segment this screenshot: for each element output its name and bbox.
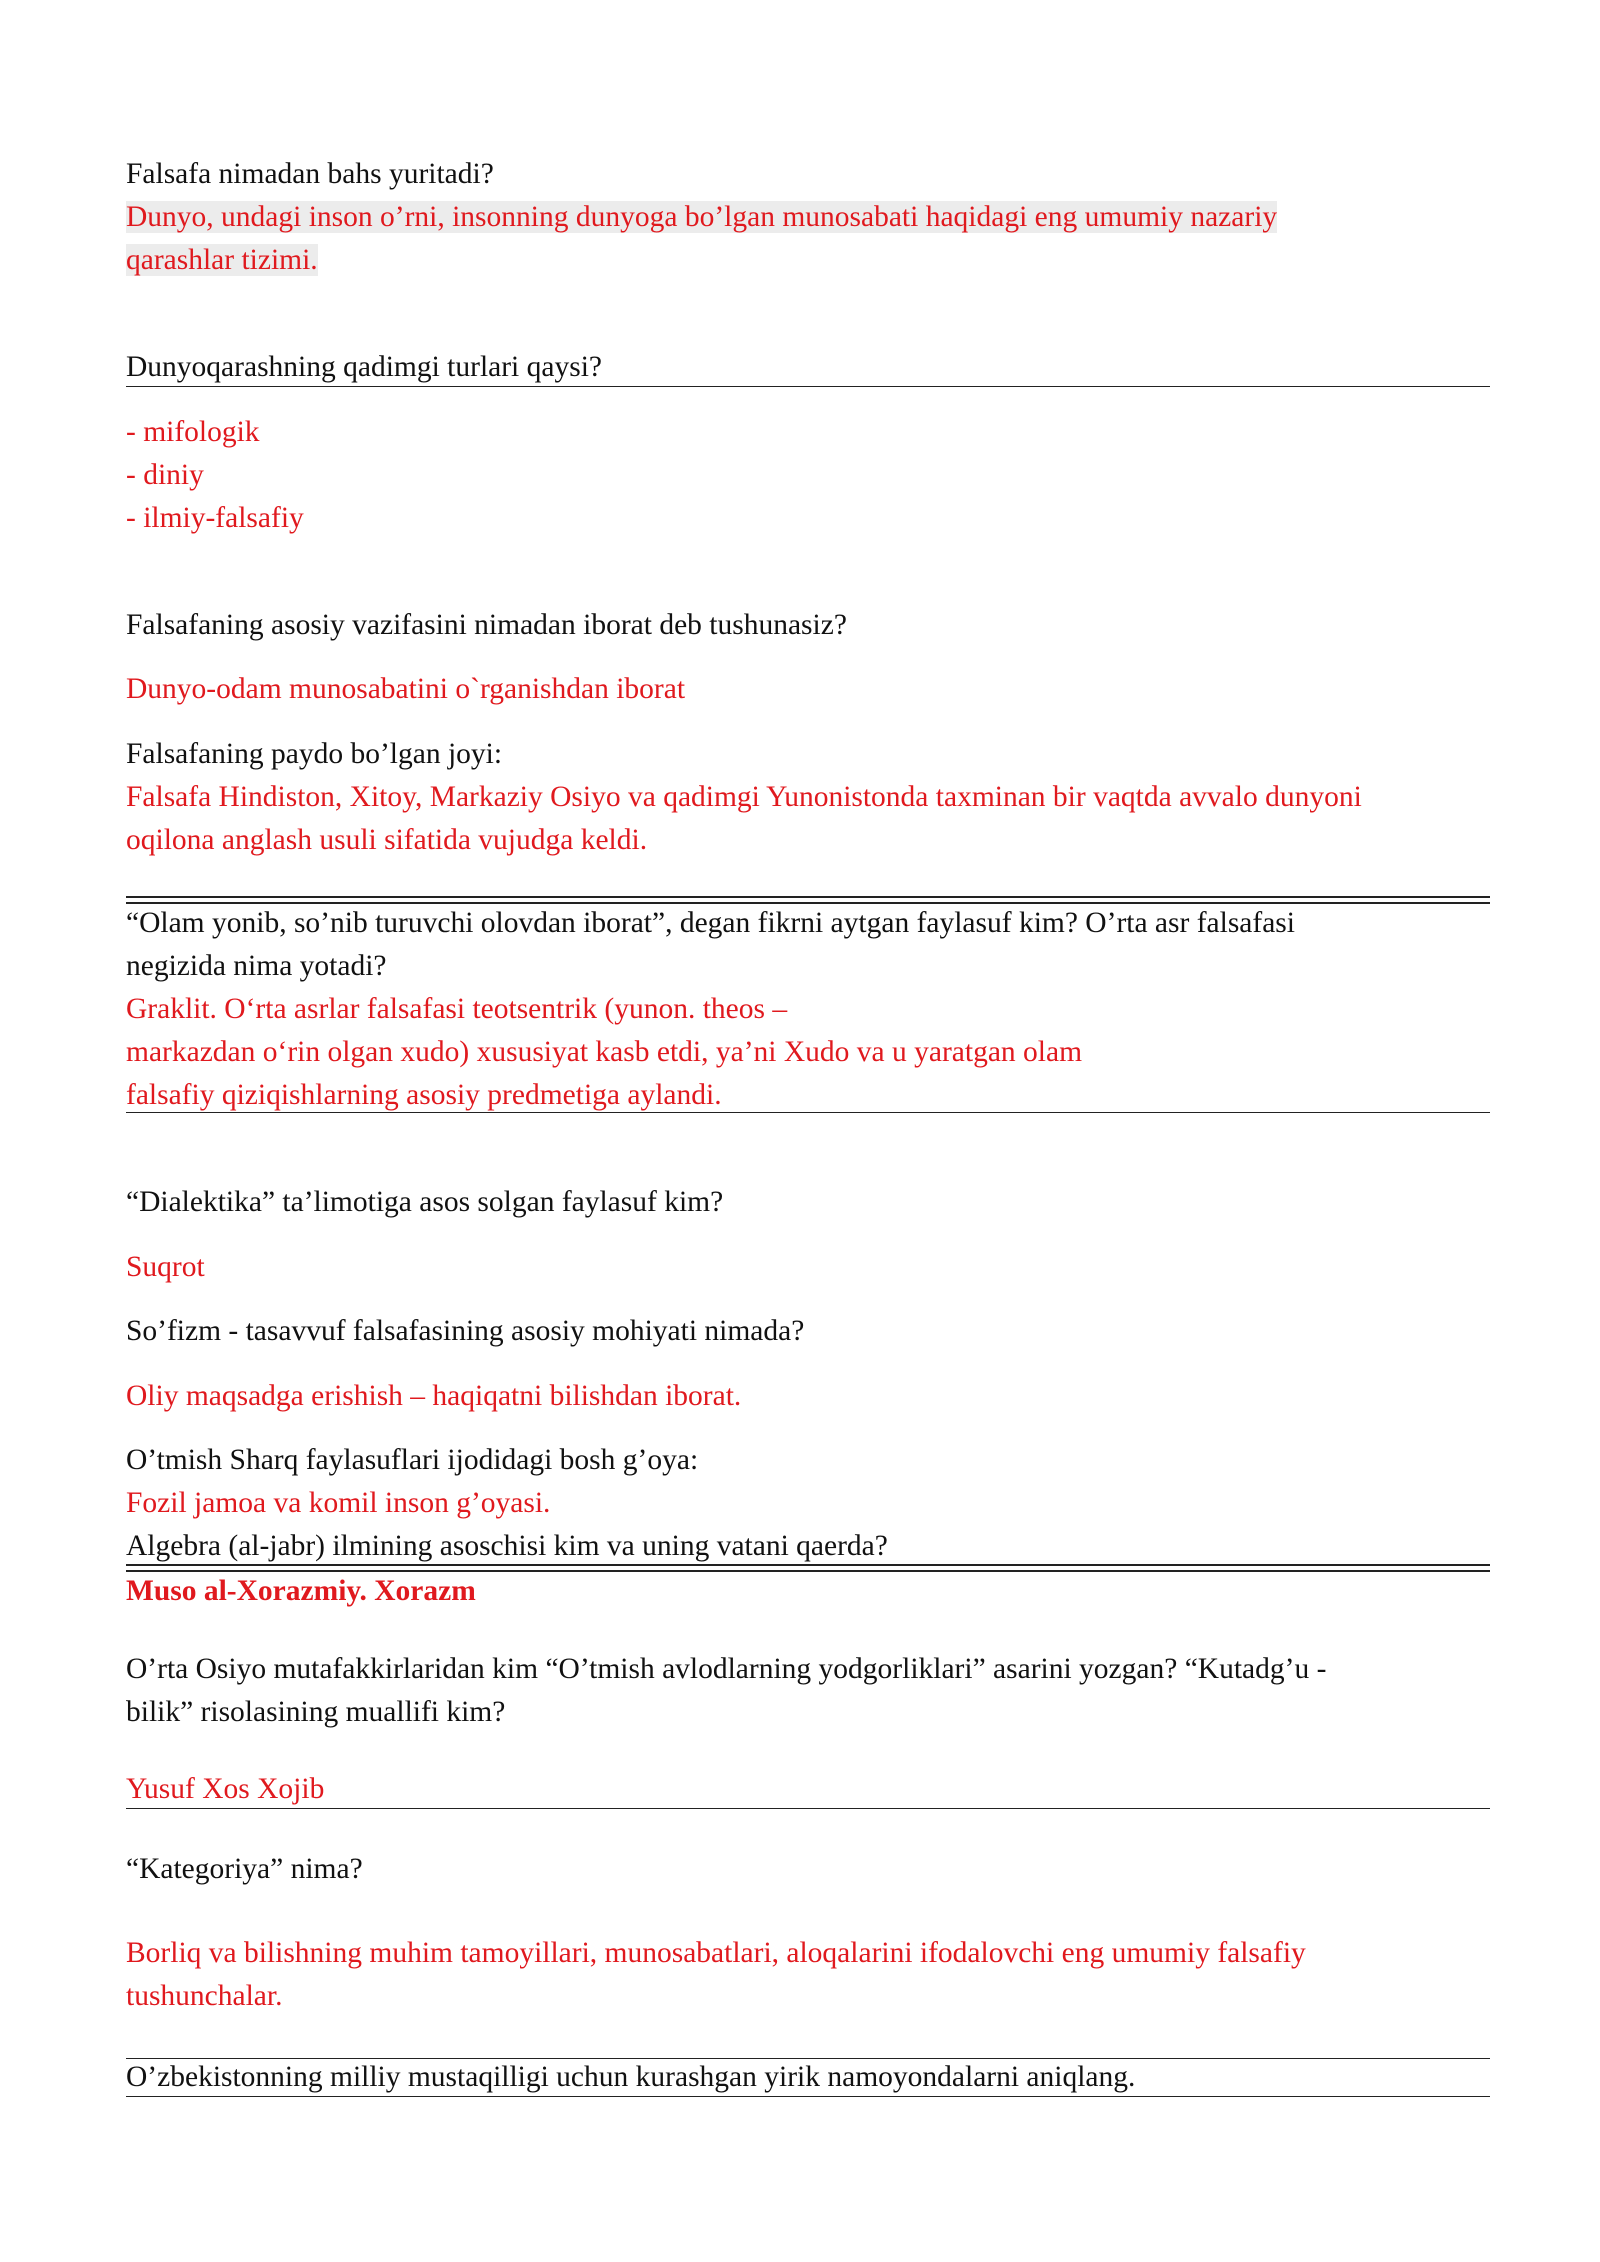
question-text: O’rta Osiyo mutafakkirlaridan kim “O’tmish avlodlarning yodgorliklari” asarini yozgan? “Kutadg’u -	[126, 1653, 1327, 1685]
answer-text: tushunchalar.	[126, 1980, 283, 2012]
question-text: O’tmish Sharq faylasuflari ijodidagi bosh g’oya:	[126, 1444, 699, 1476]
question-text: So’fizm - tasavvuf falsafasining asosiy mohiyati nimada?	[126, 1315, 805, 1347]
horizontal-rule	[126, 1112, 1490, 1113]
question-text: Algebra (al-jabr) ilmining asoschisi kim va uning vatani qaerda?	[126, 1530, 888, 1562]
question-text: “Kategoriya” nima?	[126, 1853, 363, 1885]
question-text: Dunyoqarashning qadimgi turlari qaysi?	[126, 351, 602, 383]
list-item: - ilmiy-falsafiy	[126, 502, 304, 534]
question-text: bilik” risolasining muallifi kim?	[126, 1696, 506, 1728]
question-text: O’zbekistonning milliy mustaqilligi uchun kurashgan yirik namoyondalarni aniqlang.	[126, 2061, 1136, 2093]
question-text: Falsafa nimadan bahs yuritadi?	[126, 158, 494, 190]
answer-text: Muso al-Xorazmiy. Xorazm	[126, 1575, 476, 1607]
question-text: Falsafaning paydo bo’lgan joyi:	[126, 738, 503, 770]
horizontal-rule	[126, 1564, 1490, 1566]
answer-text: Yusuf Xos Xojib	[126, 1773, 325, 1805]
horizontal-rule	[126, 896, 1490, 898]
answer-text: markazdan o‘rin olgan xudo) xususiyat kasb etdi, ya’ni Xudo va u yaratgan olam	[126, 1036, 1083, 1068]
answer-text: Borliq va bilishning muhim tamoyillari, munosabatlari, aloqalarini ifodalovchi eng umumiy falsafiy	[126, 1937, 1306, 1969]
answer-highlight: qarashlar tizimi.	[126, 244, 318, 276]
question-text: “Olam yonib, so’nib turuvchi olovdan iborat”, degan fikrni aytgan faylasuf kim? O’rta asr falsafasi	[126, 907, 1295, 939]
answer-text	[126, 196, 1277, 239]
horizontal-rule	[126, 2096, 1490, 2097]
answer-text: oqilona anglash usuli sifatida vujudga keldi.	[126, 824, 648, 856]
list-item: - mifologik	[126, 416, 260, 448]
horizontal-rule	[126, 1808, 1490, 1809]
answer-text: Suqrot	[126, 1251, 205, 1283]
list-item: - diniy	[126, 459, 204, 491]
answer-text: Falsafa Hindiston, Xitoy, Markaziy Osiyo va qadimgi Yunonistonda taxminan bir vaqtda avvalo dunyoni	[126, 781, 1362, 813]
answer-text: Oliy maqsadga erishish – haqiqatni bilishdan iborat.	[126, 1380, 742, 1412]
question-text: Falsafaning asosiy vazifasini nimadan iborat deb tushunasiz?	[126, 609, 847, 641]
answer-text: Graklit. O‘rta asrlar falsafasi teotsentrik (yunon. theos –	[126, 993, 788, 1025]
answer-text: Fozil jamoa va komil inson g’oyasi.	[126, 1487, 551, 1519]
question-text: “Dialektika” ta’limotiga asos solgan faylasuf kim?	[126, 1186, 724, 1218]
horizontal-rule	[126, 386, 1490, 387]
question-text: negizida nima yotadi?	[126, 950, 387, 982]
answer-text	[126, 239, 318, 282]
answer-text: Dunyo-odam munosabatini o`rganishdan iborat	[126, 673, 686, 705]
answer-highlight: Dunyo, undagi inson o’rni, insonning dunyoga bo’lgan munosabati haqidagi eng umumiy nazariy	[126, 201, 1278, 233]
answer-text: falsafiy qiziqishlarning asosiy predmetiga aylandi.	[126, 1079, 722, 1111]
